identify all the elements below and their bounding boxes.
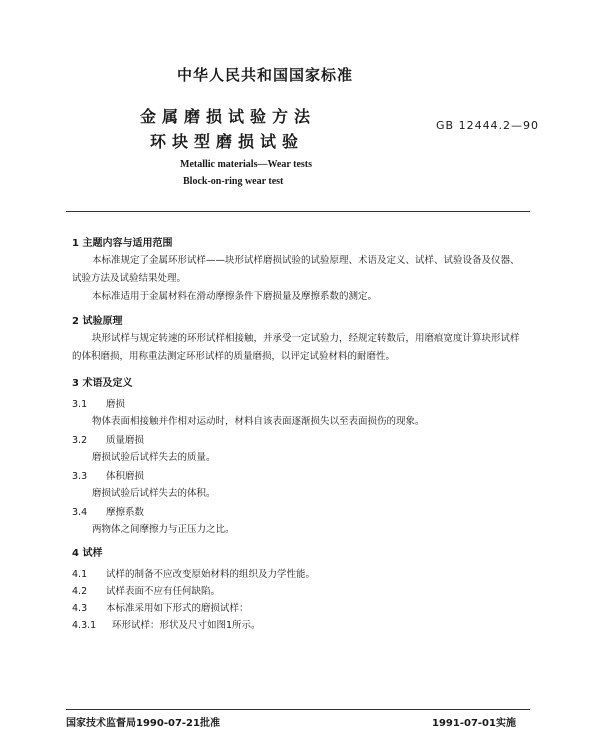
term-number: 3.4 [72,507,88,518]
gb-standard-code: GB 12444.2—90 [436,119,540,132]
term-3-4 [72,504,144,518]
term-name: 磨损 [106,399,126,410]
section-1-paragraph-1: 本标准规定了金属环形试样——块形试样磨损试验的试验原理、术语及定义、试样、试验设备及仪器、试验方法及试验结果处理。 [72,255,520,284]
term-name: 摩擦系数 [106,507,145,518]
section-1-paragraph-2: 本标准适用于金属材料在滑动摩擦条件下磨损量及摩擦系数的测定。 [92,291,378,302]
term-number: 3.1 [72,399,88,410]
clause-number: 4.2 [72,586,88,597]
clause-text: 环形试样：形状及尺寸如图1所示。 [112,620,261,631]
term-3-3 [72,468,144,482]
section-3-heading: 3 术语及定义 [72,378,133,389]
term-number: 3.2 [72,435,88,446]
english-title-line1: Metallic materials—Wear tests [180,159,312,170]
footer-divider [66,709,530,710]
term-name: 质量磨损 [106,435,145,446]
term-3-4-definition: 两物体之间摩擦力与正压力之比。 [92,524,235,535]
clause-number: 4.1 [72,569,88,580]
term-3-2 [72,432,144,446]
section-2-heading: 2 试验原理 [72,316,123,327]
section-4-heading: 4 试样 [72,548,103,559]
clause-4-2 [72,583,220,597]
national-standard-heading: 中华人民共和国国家标准 [176,66,353,84]
implementation-date: 1991-07-01实施 [432,718,516,729]
term-3-3-definition: 磨损试验后试样失去的体积。 [92,488,216,499]
clause-text: 试样的制备不应改变原始材料的组织及力学性能。 [106,569,316,580]
clause-4-3 [72,600,249,614]
clause-text: 试样表面不应有任何缺陷。 [106,586,221,597]
term-3-1-definition: 物体表面相接触并作相对运动时，材料自该表面逐渐损失以至表面损伤的现象。 [92,416,425,427]
header-divider [66,211,530,212]
clause-4-1 [72,566,315,580]
clause-number: 4.3.1 [72,620,97,631]
clause-text: 本标准采用如下形式的磨损试样： [106,603,249,614]
term-number: 3.3 [72,471,88,482]
term-name: 体积磨损 [106,471,145,482]
section-1-heading: 1 主题内容与适用范围 [72,238,173,249]
section-2-paragraph-1: 块形试样与规定转速的环形试样相接触，并承受一定试验力，经规定转数后，用磨痕宽度计算块形试样的体积磨损，用称重法测定环形试样的质量磨损，以评定试验材料的耐磨性。 [72,333,520,362]
term-3-2-definition: 磨损试验后试样失去的质量。 [92,452,216,463]
clause-number: 4.3 [72,603,88,614]
english-title-line2: Block-on-ring wear test [183,176,284,187]
term-3-1 [72,396,125,410]
clause-4-3-1 [72,617,261,631]
document-title-line2: 环块型磨损试验 [150,132,305,151]
document-title-line1: 金属磨损试验方法 [140,107,317,126]
approval-statement: 国家技术监督局1990-07-21批准 [66,718,220,729]
